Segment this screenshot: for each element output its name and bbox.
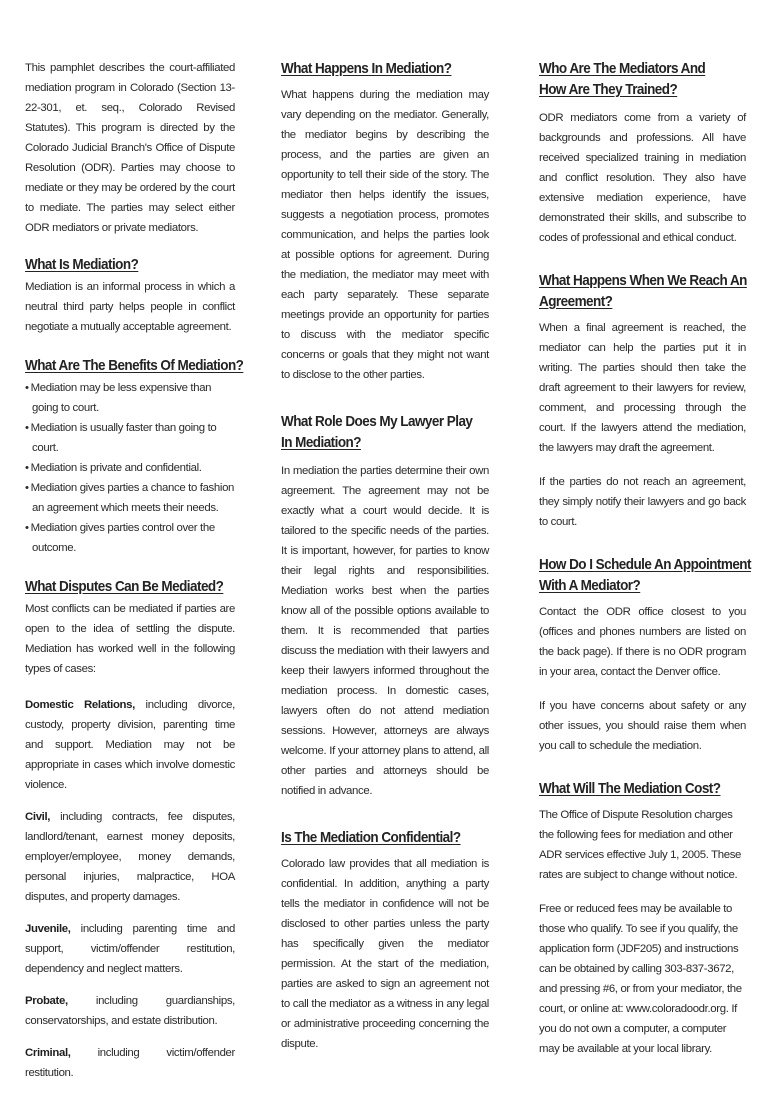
civil-label: Civil,	[25, 811, 51, 823]
list-item: • Mediation may be less expensive than going to court.	[25, 378, 235, 418]
column-left	[25, 58, 244, 1097]
heading-confidential: Is The Mediation Confidential?	[281, 829, 461, 846]
heading-schedule-line1: How Do I Schedule An Appointment	[539, 556, 751, 573]
criminal-label: Criminal,	[25, 1047, 71, 1059]
column-middle	[281, 58, 489, 1068]
heading-lawyer-role-line2: In Mediation?	[281, 434, 361, 451]
probate-paragraph	[25, 991, 235, 1031]
civil-paragraph	[25, 807, 235, 907]
criminal-paragraph	[25, 1043, 235, 1083]
heading-what-happens: What Happens In Mediation?	[281, 60, 452, 77]
juvenile-text: including parenting time and support, victim/offender restitution, dependency and neglect matters.	[25, 923, 235, 975]
confidential-text: Colorado law provides that all mediation is confidential. In addition, anything a party tells the mediator in confidence will not be disclosed to other parties unless the party has specifically given the mediator permission. At the start of the mediation, parties are asked to sign an agreement not to call the mediator as a witness in any legal or administrative proceeding concerning the dispute.	[281, 858, 489, 1050]
criminal-text: including victim/offender restitution.	[25, 1047, 235, 1079]
heading-cost: What Will The Mediation Cost?	[539, 780, 721, 797]
cost-text-1: The Office of Dispute Resolution charges the following fees for mediation and other ADR services effective July 1, 2005. These rates are subject to change without notice.	[539, 809, 742, 881]
probate-label: Probate,	[25, 995, 68, 1007]
juvenile-paragraph	[25, 919, 235, 979]
schedule-text-1: Contact the ODR office closest to you (offices and phones numbers are listed on the back page). If there is no ODR program in your area, contact the Denver office.	[539, 606, 746, 678]
heading-benefits: What Are The Benefits Of Mediation?	[25, 357, 244, 374]
what-happens-text: What happens during the mediation may vary depending on the mediator. Generally, the mediator begins by describing the process, and the parties are given an opportunity to tell their side of the story. The mediator then helps identify the issues, suggests a negotiation process, promotes communication, and helps the parties look at possible options for agreement. During the mediation, the mediator may meet with each party separately. These separate meetings provide an opportunity for parties to discuss with the mediator specific concerns or goals that they might not want to disclose to the other parties.	[281, 89, 489, 381]
benefits-list	[25, 378, 235, 558]
column-right	[539, 58, 751, 1073]
agreement-text-1: When a final agreement is reached, the mediator can help the parties put it in writing. The parties should then take the draft agreement to their lawyers for review, comment, and processing through the court. If the lawyers attend the mediation, the lawyers may draft the agreement.	[539, 322, 746, 454]
mediators-text: ODR mediators come from a variety of backgrounds and professions. All have received specialized training in mediation and conflict resolution. They also have extensive mediation experience, have demonstrated their skills, and subscribe to codes of professional and ethical conduct.	[539, 112, 746, 244]
domestic-relations-label: Domestic Relations,	[25, 699, 135, 711]
heading-agreement-line1: What Happens When We Reach An	[539, 272, 747, 289]
heading-what-is-mediation: What Is Mediation?	[25, 256, 139, 273]
schedule-text-2: If you have concerns about safety or any other issues, you should raise them when you call to schedule the mediation.	[539, 700, 746, 752]
probate-text: including guardianships, conservatorships, and estate distribution.	[25, 995, 235, 1027]
list-item: • Mediation gives parties a chance to fashion an agreement which meets their needs.	[25, 478, 235, 518]
heading-disputes: What Disputes Can Be Mediated?	[25, 578, 224, 595]
what-is-mediation-text: Mediation is an informal process in which a neutral third party helps people in conflict negotiate a mutually acceptable agreement.	[25, 281, 235, 333]
heading-schedule-line2: With A Mediator?	[539, 577, 641, 594]
list-item: • Mediation gives parties control over the outcome.	[25, 518, 235, 558]
list-item: • Mediation is usually faster than going to court.	[25, 418, 235, 458]
domestic-relations-paragraph	[25, 695, 235, 795]
lawyer-role-text: In mediation the parties determine their own agreement. The agreement may not be exactly what a court would decide. It is tailored to the specific needs of the parties. It is important, however, for parties to know their legal rights and responsibilities. Mediation works best when the parties know all of the possible options available to them. It is recommended that parties discuss the mediation with their lawyers and keep their lawyers informed throughout the mediation process. In domestic cases, lawyers often do not attend mediation sessions. However, attorneys are always welcome. If your attorney plans to attend, all other parties and attorneys should be notified in advance.	[281, 465, 489, 797]
list-item: • Mediation is private and confidential.	[25, 458, 235, 478]
heading-mediators-line2: How Are They Trained?	[539, 81, 678, 98]
heading-agreement-line2: Agreement?	[539, 293, 613, 310]
heading-mediators-line1: Who Are The Mediators And	[539, 60, 706, 77]
civil-text: including contracts, fee disputes, landlord/tenant, earnest money deposits, employer/employee, money demands, personal injuries, malpractice, HOA disputes, and property damages.	[25, 811, 235, 903]
disputes-intro: Most conflicts can be mediated if parties are open to the idea of settling the dispute. Mediation has worked well in the following types of cases:	[25, 603, 235, 675]
domestic-relations-text: including divorce, custody, property division, parenting time and support. Mediation may not be appropriate in cases which involve domestic violence.	[25, 699, 235, 791]
cost-text-2: Free or reduced fees may be available to those who qualify. To see if you qualify, the application form (JDF205) and instructions can be obtained by calling 303-837-3672, and pressing #6, or from your mediator, the court, or online at: www.coloradoodr.org. If you do not own a computer, a computer may be available at your local library.	[539, 903, 742, 1055]
juvenile-label: Juvenile,	[25, 923, 71, 935]
intro-paragraph: This pamphlet describes the court-affiliated mediation program in Colorado (Section 13-22-301, et. seq., Colorado Revised Statutes). This program is directed by the Colorado Judicial Branch's Office of Dispute Resolution (ODR). Parties may choose to mediate or they may be ordered by the court to mediate. The parties may select either ODR mediators or private mediators.	[25, 62, 235, 234]
agreement-text-2: If the parties do not reach an agreement, they simply notify their lawyers and go back to court.	[539, 476, 746, 528]
heading-lawyer-role-line1: What Role Does My Lawyer Play	[281, 413, 473, 430]
